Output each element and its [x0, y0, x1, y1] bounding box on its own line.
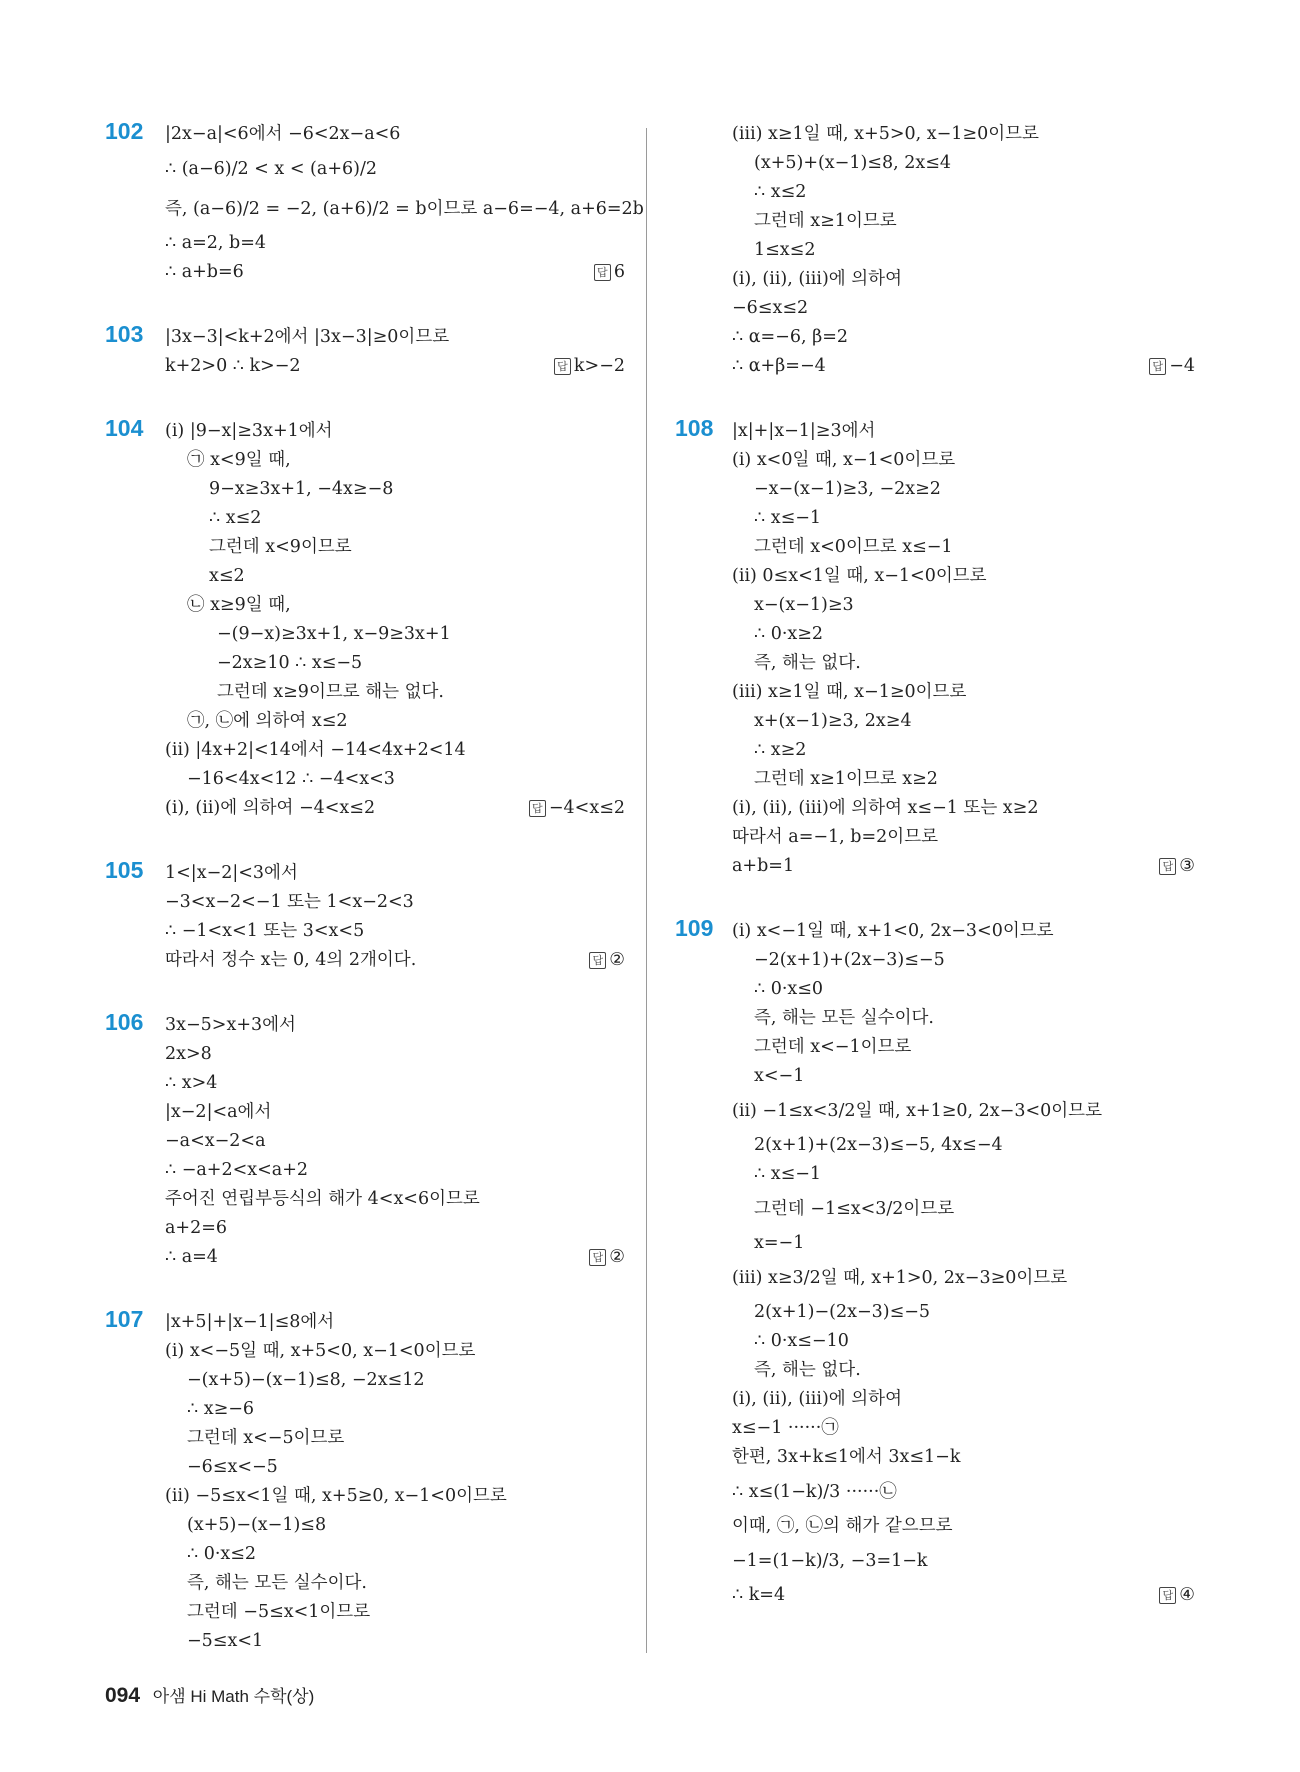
solution-line [187, 1366, 625, 1395]
solution-text: −a<x−2<a [165, 1131, 266, 1151]
solution-line [165, 794, 625, 823]
page-number: 094 [105, 1684, 141, 1707]
solution-line [165, 229, 625, 258]
page-footer [105, 1682, 314, 1708]
solution-line [754, 707, 1195, 736]
answer-icon: 답 [529, 800, 546, 817]
solution-line [732, 678, 1195, 707]
solution-text: ㉠, ㉡에 의하여 x≤2 [187, 711, 348, 731]
solution-line [732, 1258, 1195, 1298]
solution-line [732, 1541, 1195, 1581]
column-divider [646, 128, 647, 1653]
problem-cont [675, 120, 1195, 381]
solution-text: |x|+|x−1|≥3에서 [732, 421, 876, 441]
solution-line [754, 1131, 1195, 1160]
solution-line [165, 149, 625, 189]
solution-line [165, 189, 644, 229]
right-column [675, 120, 1195, 1646]
solution-text: |x+5|+|x−1|≤8에서 [165, 1312, 335, 1332]
left-column [105, 118, 644, 1692]
solution-text: ∴ x≤2 [754, 182, 807, 202]
problem-107 [105, 1308, 625, 1656]
solution-line [165, 1482, 625, 1511]
problem-number: 109 [675, 915, 714, 941]
problem-108 [675, 417, 1195, 881]
solution-text: 주어진 연립부등식의 해가 4<x<6이므로 [165, 1189, 480, 1209]
answer-icon: 답 [594, 264, 611, 281]
solution-text: ∴ −a+2<x<a+2 [165, 1160, 309, 1180]
solution-text: x≤−1 ······㉠ [732, 1418, 839, 1438]
solution-line [754, 533, 1195, 562]
problem-number: 106 [105, 1009, 144, 1035]
solution-line [732, 1443, 1195, 1472]
problem-number: 108 [675, 415, 714, 441]
solution-text: k+2>0 ∴ k>−2 [165, 356, 301, 376]
solution-line [754, 946, 1195, 975]
solution-text: 2x>8 [165, 1044, 212, 1064]
problem-number: 102 [105, 118, 144, 144]
solution-text: ∴ x≥2 [754, 740, 807, 760]
solution-text: −6≤x<−5 [187, 1457, 278, 1477]
solution-text: ∴ (a−6)/2 < x < (a+6)/2 [165, 159, 377, 179]
book-title: 아샘 Hi Math 수학(상) [152, 1687, 315, 1706]
solution-text: −16<4x<12 ∴ −4<x<3 [187, 769, 395, 789]
solution-line [732, 917, 1195, 946]
solution-text: (ⅲ) x≥1일 때, x+5>0, x−1≥0이므로 [732, 124, 1039, 144]
solution-text: (ⅰ), (ⅱ), (ⅲ)에 의하여 [732, 1389, 902, 1409]
solution-line [165, 859, 625, 888]
answer-value: ④ [1179, 1585, 1195, 1605]
solution-text: (ⅱ) |4x+2|<14에서 −14<4x+2<14 [165, 740, 466, 760]
solution-text: |x−2|<a에서 [165, 1102, 272, 1122]
solution-line [187, 1627, 625, 1656]
answer-value: −4 [1169, 356, 1195, 376]
solution-text: 따라서 a=−1, b=2이므로 [732, 827, 939, 847]
solution-text: −(9−x)≥3x+1, x−9≥3x+1 [217, 624, 451, 644]
solution-text: 즉, 해는 없다. [754, 1360, 861, 1380]
solution-line [165, 1040, 625, 1069]
solution-line [754, 591, 1195, 620]
answer-label [529, 794, 625, 823]
solution-text: 9−x≥3x+1, −4x≥−8 [209, 479, 394, 499]
problem-number: 103 [105, 321, 144, 347]
solution-text: −(x+5)−(x−1)≤8, −2x≤12 [187, 1370, 425, 1390]
solution-text: 즉, 해는 없다. [754, 653, 861, 673]
solution-text: (ⅱ) 0≤x<1일 때, x−1<0이므로 [732, 566, 987, 586]
solution-text: −1=(1−k)/3, −3=1−k [732, 1551, 928, 1571]
solution-text: −2(x+1)+(2x−3)≤−5 [754, 950, 945, 970]
answer-icon: 답 [1159, 858, 1176, 875]
solution-text: ∴ 0·x≥2 [754, 624, 824, 644]
answer-label [1149, 352, 1195, 381]
solution-text: 이때, ㉠, ㉡의 해가 같으므로 [732, 1516, 953, 1536]
solution-text: (ⅰ), (ⅱ), (ⅲ)에 의하여 x≤−1 또는 x≥2 [732, 798, 1039, 818]
solution-text: 그런데 x<−1이므로 [754, 1037, 912, 1057]
solution-line [732, 794, 1195, 823]
solution-line [754, 1062, 1195, 1091]
answer-label [1159, 852, 1195, 881]
solution-text: (x+5)−(x−1)≤8 [187, 1515, 327, 1535]
solution-text: a+b=1 [732, 856, 795, 876]
solution-line [165, 323, 625, 352]
solution-line [732, 1472, 1195, 1512]
solution-text: (ⅰ) |9−x|≥3x+1에서 [165, 421, 333, 441]
solution-line [165, 120, 625, 149]
solution-text: ∴ 0·x≤0 [754, 979, 824, 999]
problem-103 [105, 323, 625, 381]
solution-line [732, 352, 1195, 381]
problem-102 [105, 118, 644, 287]
solution-text: 즉, (a−6)/2 = −2, (a+6)/2 = b이므로 a−6=−4, a+6=2b [165, 199, 644, 219]
solution-line [754, 236, 1195, 265]
solution-text: x<−1 [754, 1066, 805, 1086]
problem-105 [105, 859, 625, 975]
solution-text: x−(x−1)≥3 [754, 595, 854, 615]
solution-text: (ⅰ), (ⅱ), (ⅲ)에 의하여 [732, 269, 902, 289]
solution-text: −3<x−2<−1 또는 1<x−2<3 [165, 892, 414, 912]
solution-text: ∴ a=2, b=4 [165, 233, 267, 253]
solution-line [754, 975, 1195, 1004]
solution-text: ∴ x>4 [165, 1073, 218, 1093]
solution-text: ∴ x≤(1−k)/3 ······㉡ [732, 1482, 897, 1502]
solution-line [754, 178, 1195, 207]
solution-line [187, 707, 625, 736]
answer-value: ③ [1179, 856, 1195, 876]
solution-text: 그런데 x<−5이므로 [187, 1428, 345, 1448]
solution-line [165, 1185, 625, 1214]
solution-text: 그런데 x≥1이므로 [754, 211, 897, 231]
solution-line [754, 1327, 1195, 1356]
solution-line [754, 475, 1195, 504]
solution-line [165, 352, 625, 381]
solution-text: 1<|x−2|<3에서 [165, 863, 298, 883]
solution-line [187, 1540, 625, 1569]
solution-line [209, 562, 625, 591]
solution-text: ∴ a=4 [165, 1247, 218, 1267]
answer-label [1159, 1581, 1195, 1610]
solution-line [754, 1356, 1195, 1385]
solution-text: −6≤x≤2 [732, 298, 809, 318]
solution-line [754, 1160, 1195, 1189]
problem-106 [105, 1011, 625, 1272]
problem-number: 105 [105, 857, 144, 883]
solution-text: ∴ 0·x≤2 [187, 1544, 257, 1564]
solution-line [732, 823, 1195, 852]
solution-line [209, 475, 625, 504]
solution-text: 1≤x≤2 [754, 240, 816, 260]
solution-text: 그런데 x≥1이므로 x≥2 [754, 769, 938, 789]
solution-text: 그런데 x<0이므로 x≤−1 [754, 537, 953, 557]
solution-line [165, 1098, 625, 1127]
solution-text: (ⅰ) x<0일 때, x−1<0이므로 [732, 450, 956, 470]
solution-text: 그런데 −1≤x<3/2이므로 [754, 1199, 955, 1219]
solution-line [165, 1308, 625, 1337]
answer-label [594, 258, 625, 287]
problem-number: 104 [105, 415, 144, 441]
solution-text: ∴ x≤−1 [754, 508, 822, 528]
solution-line [217, 620, 625, 649]
solution-text: ∴ x≤2 [209, 508, 262, 528]
answer-value: ② [609, 950, 625, 970]
solution-text: 즉, 해는 모든 실수이다. [187, 1573, 367, 1593]
solution-text: (ⅲ) x≥3/2일 때, x+1>0, 2x−3≥0이므로 [732, 1268, 1068, 1288]
solution-line [165, 1011, 625, 1040]
solution-text: a+2=6 [165, 1218, 228, 1238]
solution-line [732, 323, 1195, 352]
solution-text: ∴ α=−6, β=2 [732, 327, 849, 347]
solution-line [754, 149, 1195, 178]
solution-line [732, 265, 1195, 294]
solution-line [209, 533, 625, 562]
solution-text: ∴ x≥−6 [187, 1399, 255, 1419]
solution-text: ∴ k=4 [732, 1585, 786, 1605]
solution-line [165, 1214, 625, 1243]
solution-line [165, 1127, 625, 1156]
solution-line [754, 1033, 1195, 1062]
solution-line [187, 1511, 625, 1540]
solution-line [217, 649, 625, 678]
solution-line [217, 678, 625, 707]
solution-line [754, 1189, 1195, 1229]
solution-text: ∴ α+β=−4 [732, 356, 826, 376]
solution-text: −5≤x<1 [187, 1631, 264, 1651]
answer-label [589, 1243, 625, 1272]
solution-text: (ⅱ) −1≤x<3/2일 때, x+1≥0, 2x−3<0이므로 [732, 1101, 1102, 1121]
answer-label [589, 946, 625, 975]
solution-line [165, 888, 625, 917]
solution-text: 2(x+1)−(2x−3)≤−5 [754, 1302, 931, 1322]
solution-line [732, 1091, 1195, 1131]
solution-text: x=−1 [754, 1233, 805, 1253]
solution-line [165, 946, 625, 975]
solution-text: 한편, 3x+k≤1에서 3x≤1−k [732, 1447, 961, 1467]
solution-line [187, 1453, 625, 1482]
solution-line [732, 1581, 1195, 1610]
solution-text: |3x−3|<k+2에서 |3x−3|≥0이므로 [165, 327, 450, 347]
solution-text: (ⅲ) x≥1일 때, x−1≥0이므로 [732, 682, 967, 702]
solution-line [732, 294, 1195, 323]
solution-line [754, 504, 1195, 533]
answer-value: −4<x≤2 [548, 798, 625, 818]
solution-text: 그런데 −5≤x<1이므로 [187, 1602, 371, 1622]
solution-line [732, 1385, 1195, 1414]
solution-line [732, 1414, 1195, 1443]
answer-label [554, 352, 625, 381]
solution-text: (ⅱ) −5≤x<1일 때, x+5≥0, x−1<0이므로 [165, 1486, 507, 1506]
answer-icon: 답 [554, 358, 571, 375]
answer-icon: 답 [589, 1249, 606, 1266]
solution-line [754, 620, 1195, 649]
solution-text: 즉, 해는 모든 실수이다. [754, 1008, 934, 1028]
answer-value: k>−2 [573, 356, 625, 376]
solution-line [732, 852, 1195, 881]
solution-line [754, 736, 1195, 765]
solution-text: ∴ x≤−1 [754, 1164, 822, 1184]
solution-line [165, 417, 625, 446]
solution-text: x≤2 [209, 566, 245, 586]
solution-line [187, 446, 625, 475]
solution-line [209, 504, 625, 533]
solution-line [754, 1229, 1195, 1258]
solution-text: ∴ a+b=6 [165, 262, 244, 282]
solution-text: 따라서 정수 x는 0, 4의 2개이다. [165, 950, 417, 970]
solution-line [187, 1598, 625, 1627]
solution-text: ㉠ x<9일 때, [187, 450, 291, 470]
answer-value: 6 [613, 262, 625, 282]
problem-104 [105, 417, 625, 823]
solution-text: −2x≥10 ∴ x≤−5 [217, 653, 363, 673]
solution-text: (ⅰ), (ⅱ)에 의하여 −4<x≤2 [165, 798, 376, 818]
solution-line [187, 1569, 625, 1598]
solution-line [732, 1512, 1195, 1541]
solution-line [732, 120, 1195, 149]
solution-text: ∴ 0·x≤−10 [754, 1331, 849, 1351]
solution-line [754, 1298, 1195, 1327]
solution-line [165, 1337, 625, 1366]
answer-value: ② [609, 1247, 625, 1267]
solution-text: ㉡ x≥9일 때, [187, 595, 291, 615]
solution-text: 3x−5>x+3에서 [165, 1015, 296, 1035]
solution-line [187, 1395, 625, 1424]
solution-line [165, 1243, 625, 1272]
solution-line [165, 1156, 625, 1185]
solution-line [165, 258, 625, 287]
solution-line [732, 446, 1195, 475]
answer-icon: 답 [1159, 1587, 1176, 1604]
solution-line [165, 1069, 625, 1098]
solution-text: −x−(x−1)≥3, −2x≥2 [754, 479, 941, 499]
solution-line [754, 207, 1195, 236]
solution-line [754, 649, 1195, 678]
solution-text: 2(x+1)+(2x−3)≤−5, 4x≤−4 [754, 1135, 1003, 1155]
solution-line [187, 765, 625, 794]
solution-text: (ⅰ) x<−5일 때, x+5<0, x−1<0이므로 [165, 1341, 476, 1361]
solution-line [165, 736, 625, 765]
answer-icon: 답 [1149, 358, 1166, 375]
solution-line [165, 917, 625, 946]
solution-text: x+(x−1)≥3, 2x≥4 [754, 711, 912, 731]
answer-icon: 답 [589, 952, 606, 969]
problem-number: 107 [105, 1306, 144, 1332]
solution-text: (x+5)+(x−1)≤8, 2x≤4 [754, 153, 952, 173]
solution-line [187, 1424, 625, 1453]
solution-line [732, 417, 1195, 446]
solution-text: 그런데 x<9이므로 [209, 537, 352, 557]
solution-text: ∴ −1<x<1 또는 3<x<5 [165, 921, 365, 941]
solution-line [187, 591, 625, 620]
solution-line [754, 1004, 1195, 1033]
solution-text: 그런데 x≥9이므로 해는 없다. [217, 682, 444, 702]
problem-109 [675, 917, 1195, 1610]
solution-line [754, 765, 1195, 794]
solution-text: (ⅰ) x<−1일 때, x+1<0, 2x−3<0이므로 [732, 921, 1054, 941]
solution-text: |2x−a|<6에서 −6<2x−a<6 [165, 124, 401, 144]
solution-line [732, 562, 1195, 591]
